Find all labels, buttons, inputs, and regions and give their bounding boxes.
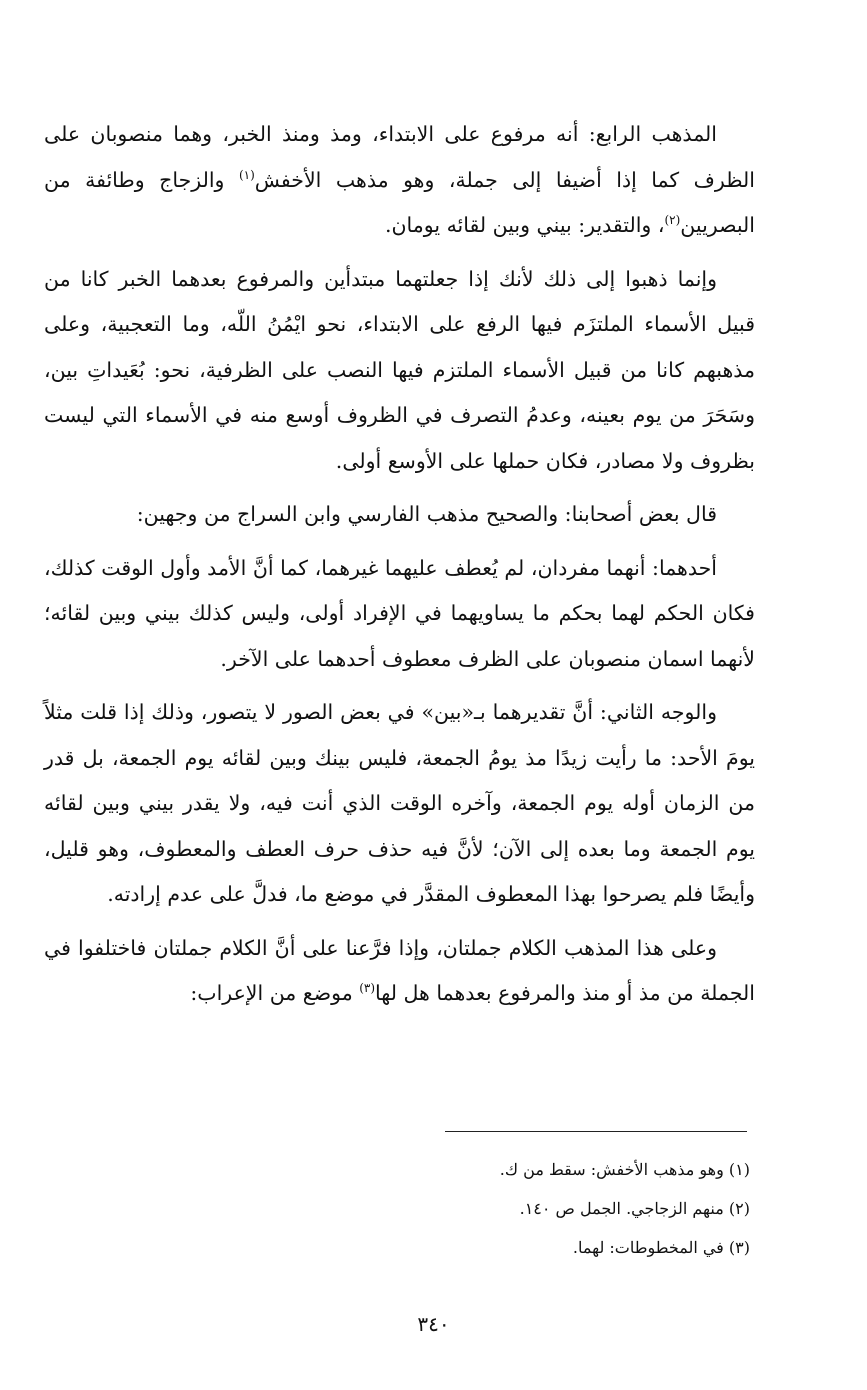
footnote-marker: (١) [238, 167, 255, 182]
paragraph-text: وإنما ذهبوا إلى ذلك لأنك إذا جعلتهما مبتدأين والمرفوع بعدهما الخبر كانا من قبيل الأسماء الملتزَم فيها الرفع على الابتداء، نحو ايْمُنُ اللّه، وما التعجبية، وعلى مذهبهم كانا من قبيل الأسماء الملتزم فيها النصب على الظرفية، نحو: بُعَيداتِ بين، وسَحَرَ من يوم بعينه، وعدمُ التصرف في الظروف أوسع منه في الأسماء التي ليست بظروف ولا مصادر، فكان حملها على الأوسع أولى. [44, 266, 755, 473]
paragraph [44, 690, 755, 918]
paragraph-text: المذهب الرابع: أنه مرفوع على الابتداء، ومذ ومنذ الخبر، وهما منصوبان على الظرف كما إذا أضيفا إلى جملة، وهو مذهب الأخفش [44, 122, 755, 192]
footnote-3: (٣) في المخطوطات: لهما. [572, 1238, 750, 1257]
page-number: ٣٤٠ [417, 1312, 450, 1336]
paragraph-text: قال بعض أصحابنا: والصحيح مذهب الفارسي وابن السراج من وجهين: [136, 502, 717, 526]
footnote-marker: (٢) [664, 213, 681, 228]
paragraph-text: موضع من الإعراب: [190, 981, 360, 1005]
paragraph-text: والوجه الثاني: أنَّ تقديرهما بـ«بين» في بعض الصور لا يتصور، وذلك إذا قلت مثلاً يومَ الأحد: ما رأيت زيدًا مذ يومُ الجمعة، فليس بينك وبين لقائه يوم الجمعة، بل قدر من الزمان أوله يوم الجمعة، وآخره الوقت الذي أنت فيه، ولا يقدر بيني وبين لقائه يوم الجمعة وما بعده إلى الآن؛ لأنَّ فيه حذف حرف العطف والمعطوف، وهو قليل، وأيضًا فلم يصرحوا بهذا المعطوف المقدَّر في موضع ما، فدلَّ على عدم إرادته. [44, 700, 755, 906]
footnote-2: (٢) منهم الزجاجي. الجمل ص ١٤٠. [519, 1199, 750, 1218]
footnote-1: (١) وهو مذهب الأخفش: سقط من ك. [499, 1160, 750, 1179]
paragraph [44, 112, 755, 249]
paragraph [44, 926, 755, 1017]
paragraph-text: وعلى هذا المذهب الكلام جملتان، وإذا فرَّعنا على أنَّ الكلام جملتان فاختلفوا في الجملة من مذ أو منذ والمرفوع بعدهما هل لها [44, 935, 755, 1005]
paragraph-text: أحدهما: أنهما مفردان، لم يُعطف عليهما غيرهما، كما أنَّ الأمد وأول الوقت كذلك، فكان الحكم لهما بحكم ما يساويهما في الإفراد أولى، وليس كذلك بيني وبين لقائه؛ لأنهما اسمان منصوبان على الظرف معطوف أحدهما على الآخر. [44, 555, 755, 671]
paragraph [44, 257, 755, 485]
paragraph [44, 492, 755, 538]
paragraph-text: ، والتقدير: بيني وبين لقائه يومان. [384, 213, 665, 237]
body-text [44, 112, 755, 1025]
paragraph-text: والزجاج وطائفة من البصريين [44, 167, 755, 237]
footnote-separator [445, 1131, 747, 1132]
paragraph [44, 546, 755, 683]
footnote-marker: (٣) [359, 981, 376, 996]
footnotes [300, 1150, 750, 1267]
